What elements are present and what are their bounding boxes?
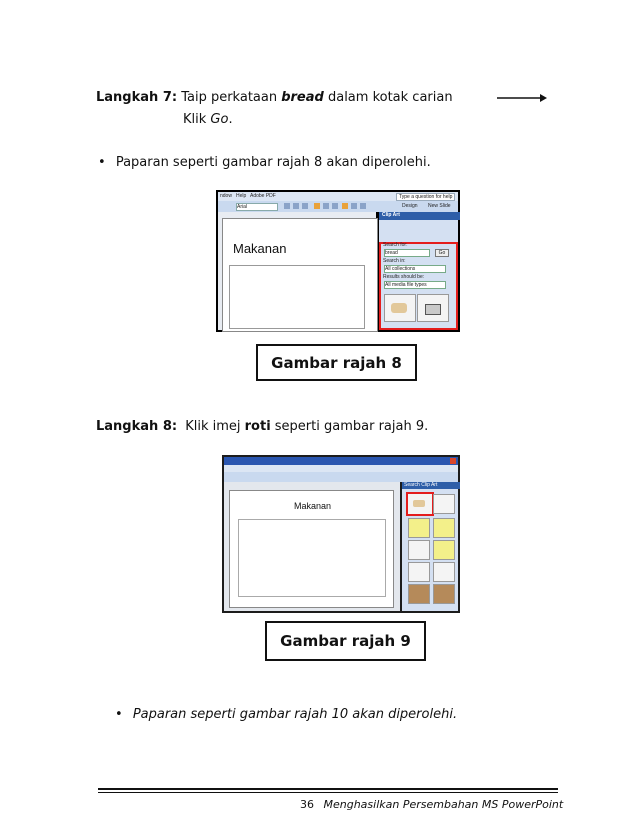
step-8-text-post: seperti gambar rajah 9. <box>270 419 429 434</box>
page-number: 36 <box>300 798 314 811</box>
clip-art-thumbnail-bread[interactable] <box>406 492 434 516</box>
search-in-label: Search in: <box>383 258 406 264</box>
font-color-icon[interactable] <box>360 203 366 209</box>
clip-art-thumbnail-2[interactable] <box>433 494 455 514</box>
slide-title: Makanan <box>233 241 287 256</box>
arrow-right-icon <box>496 92 548 104</box>
step-7-line-2-pre: Klik <box>183 112 211 127</box>
figure-8-screenshot <box>216 190 460 332</box>
font-select[interactable]: Arial <box>236 203 278 211</box>
search-in-select[interactable]: All collections <box>384 265 446 273</box>
clip-art-pane-title: Clip Art <box>379 212 460 220</box>
align-right-icon[interactable] <box>332 203 338 209</box>
clip-art-thumbnail-8[interactable] <box>433 562 455 582</box>
go-button[interactable]: Go <box>435 249 449 257</box>
clip-art-thumbnail-bread[interactable] <box>384 294 416 322</box>
search-clip-art-pane <box>402 482 458 611</box>
step-7-line-2 <box>183 112 233 128</box>
align-center-icon[interactable] <box>323 203 329 209</box>
clip-art-thumbnail-9[interactable] <box>408 584 430 604</box>
figure-9-caption <box>265 621 426 661</box>
search-input[interactable]: bread <box>384 249 430 257</box>
search-for-label: Search for: <box>383 242 408 248</box>
clip-art-thumbnail-toaster[interactable] <box>417 294 449 322</box>
close-icon[interactable] <box>450 458 456 464</box>
step-7-label: Langkah 7: <box>96 90 178 105</box>
bold-icon[interactable] <box>284 203 290 209</box>
footer-title: Menghasilkan Persembahan MS PowerPoint <box>323 798 564 811</box>
menu-bar <box>224 465 458 472</box>
clip-art-pane <box>379 212 458 330</box>
step-7-keyword: bread <box>281 90 324 105</box>
clip-art-thumbnail-7[interactable] <box>408 562 430 582</box>
step-8-label: Langkah 8: <box>96 419 178 434</box>
slide[interactable] <box>222 218 378 332</box>
step-8-keyword: roti <box>244 419 271 434</box>
slide-content-placeholder[interactable] <box>229 265 365 329</box>
align-left-icon[interactable] <box>314 203 320 209</box>
step-7-text-pre: Taip perkataan <box>181 90 282 105</box>
underline-icon[interactable] <box>302 203 308 209</box>
slide-workspace <box>218 212 376 330</box>
design-button[interactable]: Design <box>402 203 418 209</box>
bullet-2-text: Paparan seperti gambar rajah 10 akan diperolehi. <box>132 707 458 722</box>
bullet-item-2 <box>115 707 457 723</box>
menu-item-adobe-pdf[interactable]: Adobe PDF <box>250 193 276 199</box>
pane-title: Search Clip Art <box>402 482 460 489</box>
italic-icon[interactable] <box>293 203 299 209</box>
bullet-1-text: Paparan seperti gambar rajah 8 akan diperolehi. <box>115 155 431 170</box>
footer <box>300 798 563 811</box>
go-word: Go <box>210 112 229 127</box>
footer-rule-bottom <box>98 792 558 793</box>
title-bar <box>224 457 458 465</box>
footer-rule-top <box>98 788 558 790</box>
menu-item-window[interactable]: ndow <box>220 193 232 199</box>
bullet-icon: • <box>98 155 106 170</box>
step-8-line <box>96 419 428 435</box>
step-7-text-post: dalam kotak carian <box>323 90 453 105</box>
bullets-icon[interactable] <box>342 203 348 209</box>
results-label: Results should be: <box>383 274 425 280</box>
menu-item-help[interactable]: Help <box>236 193 247 199</box>
formatting-toolbar <box>218 201 458 212</box>
numbering-icon[interactable] <box>351 203 357 209</box>
slide[interactable] <box>229 490 394 608</box>
clip-art-thumbnail-10[interactable] <box>433 584 455 604</box>
bullet-item-1 <box>98 155 431 171</box>
step-8-text-pre: Klik imej <box>185 419 245 434</box>
new-slide-button[interactable]: New Slide <box>428 203 451 209</box>
menu-bar <box>218 192 458 201</box>
slide-workspace <box>224 482 400 611</box>
figure-8-caption-text: Gambar rajah 8 <box>271 353 402 372</box>
results-select[interactable]: All media file types <box>384 281 446 289</box>
step-7-line-1 <box>96 90 453 106</box>
clip-art-thumbnail-5[interactable] <box>408 540 430 560</box>
bullet-icon: • <box>115 707 123 722</box>
clip-art-thumbnail-4[interactable] <box>433 518 455 538</box>
toolbar <box>224 472 458 482</box>
step-7-line-2-post: . <box>228 112 233 127</box>
clip-art-thumbnail-6[interactable] <box>433 540 455 560</box>
figure-9-caption-text: Gambar rajah 9 <box>280 632 411 650</box>
figure-9-screenshot <box>222 455 460 613</box>
slide-content-placeholder[interactable] <box>238 519 386 597</box>
clip-art-thumbnail-3[interactable] <box>408 518 430 538</box>
help-search-box[interactable]: Type a question for help <box>396 193 455 201</box>
figure-8-caption <box>256 344 417 381</box>
slide-title: Makanan <box>294 501 332 511</box>
